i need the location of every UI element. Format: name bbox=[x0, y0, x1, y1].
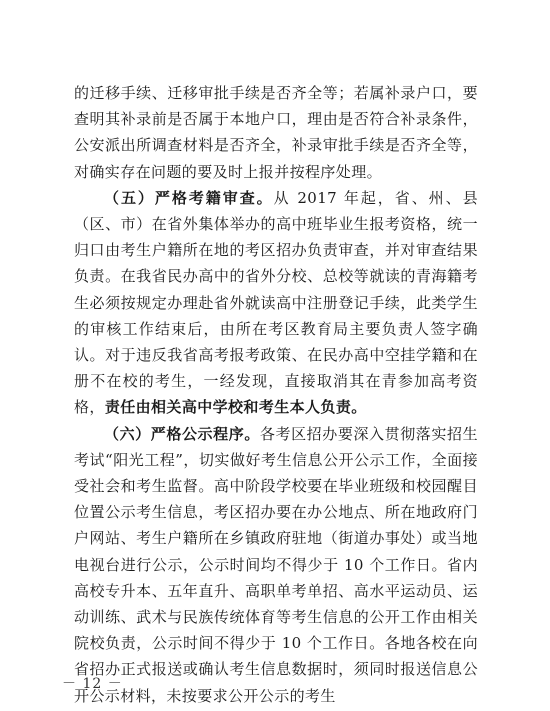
section-heading-five: （五）严格考籍审查。 bbox=[104, 188, 274, 207]
page-number: － 12 － bbox=[62, 676, 123, 692]
emphasized-text: 责任由相关高中学校和考生本人负责。 bbox=[104, 398, 367, 417]
paragraph-publicity-procedure bbox=[74, 421, 478, 709]
document-body bbox=[74, 80, 478, 709]
paragraph-text: 的迁移手续、迁移审批手续是否齐全等；若属补录户口，要查明其补录前是否属于本地户口，理由是否符合补录条件，公安派出所调查材料是否齐全，补录审批手续是否齐全等，对确实存在问题的要及时上报并按程序处理。 bbox=[74, 84, 478, 181]
paragraph-exam-registration-review bbox=[74, 185, 478, 421]
paragraph-text: 从 2017 年起，省、州、县（区、市）在省外集体举办的高中班毕业生报考资格，统一归口由考生户籍所在地的考区招办负责审查，并对审查结果负责。在我省民办高中的省外分校、总校等就读的青海籍考生必须按规定办理赴省外就读高中注册登记手续，此类学生的审核工作结束后，由所在考区教育局主要负责人签字确认。对于违反我省高考报考政策、在民办高中空挂学籍和在册不在校的考生，一经发现，直接取消其在青参加高考资格， bbox=[74, 188, 478, 417]
section-heading-six: （六）严格公示程序。 bbox=[104, 424, 260, 443]
paragraph-continuation bbox=[74, 80, 478, 185]
paragraph-text: 各考区招办要深入贯彻落实招生考试“阳光工程”，切实做好考生信息公开公示工作，全面接受社会和考生监督。高中阶段学校要在毕业班级和校园醒目位置公示考生信息，考区招办要在办公地点、所在地政府门户网站、考生户籍所在乡镇政府驻地（街道办事处）或当地电视台进行公示，公示时间均不得少于 10 个工作日。省内高校专升本、五年直升、高职单考单招、高水平运动员、运动训练、武术与民族传统体育等考生信息的公开工作由相关院校负责，公示时间不得少于 10 个工作日。各地各校在向省招办正式报送或确认考生信息数据时，须同时报送信息公开公示材料，未按要求公开公示的考生 bbox=[74, 424, 478, 705]
